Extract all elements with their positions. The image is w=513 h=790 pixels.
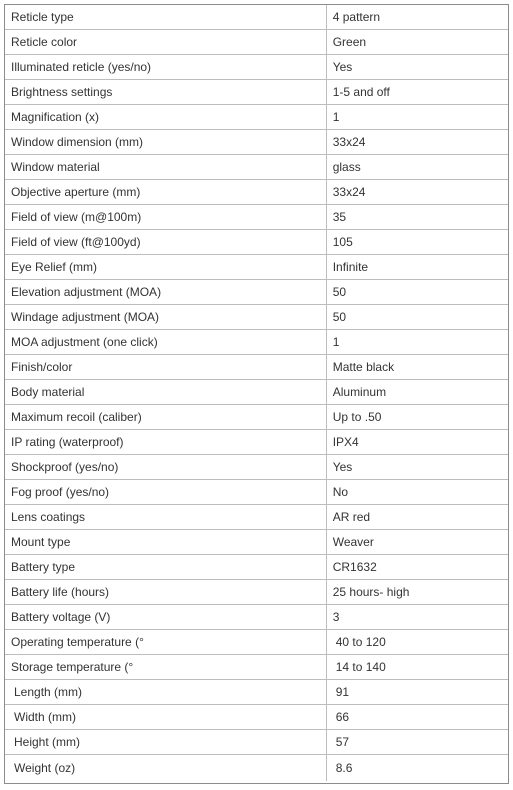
- row-value: Weaver: [332, 535, 374, 549]
- table-row: [5, 305, 508, 330]
- row-label: Length (mm): [5, 680, 327, 704]
- table-row: [5, 355, 508, 380]
- row-label: Objective aperture (mm): [5, 180, 327, 204]
- table-row: [5, 705, 508, 730]
- row-value: AR red: [332, 510, 371, 524]
- table-row: [5, 205, 508, 230]
- table-row: [5, 555, 508, 580]
- row-label: Battery life (hours): [5, 580, 327, 604]
- row-value: Yes: [332, 460, 353, 474]
- row-label: Body material: [5, 380, 327, 404]
- row-label: Fog proof (yes/no): [5, 480, 327, 504]
- table-row: [5, 5, 508, 30]
- table-row: [5, 80, 508, 105]
- row-label: Width (mm): [5, 705, 327, 729]
- table-row: [5, 155, 508, 180]
- row-label: Battery voltage (V): [5, 605, 327, 629]
- row-value: 4 pattern: [332, 10, 381, 24]
- row-label: Maximum recoil (caliber): [5, 405, 327, 429]
- table-row: [5, 530, 508, 555]
- row-value: No: [332, 485, 349, 499]
- row-label: Magnification (x): [5, 105, 327, 129]
- table-row: [5, 680, 508, 705]
- row-value: 50: [332, 285, 347, 299]
- row-value: 91: [335, 685, 350, 699]
- table-row: [5, 630, 508, 655]
- table-row: [5, 180, 508, 205]
- row-label: Shockproof (yes/no): [5, 455, 327, 479]
- row-value: 1-5 and off: [332, 85, 390, 99]
- row-label: Height (mm): [5, 730, 327, 754]
- row-label: Window dimension (mm): [5, 130, 327, 154]
- table-row: [5, 105, 508, 130]
- row-value: Aluminum: [332, 385, 387, 399]
- row-value: 3: [332, 610, 340, 624]
- row-label: Windage adjustment (MOA): [5, 305, 327, 329]
- row-value: IPX4: [332, 435, 359, 449]
- row-value: 14 to 140: [335, 660, 386, 674]
- table-row: [5, 580, 508, 605]
- row-label: Illuminated reticle (yes/no): [5, 55, 327, 79]
- spec-table: [4, 4, 509, 784]
- table-row: [5, 330, 508, 355]
- row-label: Eye Relief (mm): [5, 255, 327, 279]
- row-value: 33x24: [332, 185, 366, 199]
- row-value: CR1632: [332, 560, 377, 574]
- row-value: 105: [332, 235, 353, 249]
- row-label: MOA adjustment (one click): [5, 330, 327, 354]
- row-label: Elevation adjustment (MOA): [5, 280, 327, 304]
- row-value: 8.6: [335, 761, 353, 775]
- row-value: 35: [332, 210, 347, 224]
- table-row: [5, 430, 508, 455]
- row-value: Yes: [332, 60, 353, 74]
- row-value: 33x24: [332, 135, 366, 149]
- row-label: Finish/color: [5, 355, 327, 379]
- table-row: [5, 730, 508, 755]
- row-value: Matte black: [332, 360, 395, 374]
- row-label: Mount type: [5, 530, 327, 554]
- row-label: Weight (oz): [5, 755, 327, 781]
- row-label: Battery type: [5, 555, 327, 579]
- table-row: [5, 380, 508, 405]
- row-label: Operating temperature (°: [5, 630, 327, 654]
- table-row: [5, 230, 508, 255]
- row-value: 40 to 120: [335, 635, 386, 649]
- row-value: glass: [332, 160, 361, 174]
- row-value: 57: [335, 735, 350, 749]
- table-row: [5, 655, 508, 680]
- row-value: 1: [332, 335, 340, 349]
- table-row: [5, 55, 508, 80]
- table-row: [5, 30, 508, 55]
- table-row: [5, 480, 508, 505]
- row-label: Brightness settings: [5, 80, 327, 104]
- row-label: IP rating (waterproof): [5, 430, 327, 454]
- row-label: Reticle type: [5, 5, 327, 29]
- row-label: Lens coatings: [5, 505, 327, 529]
- table-row: [5, 505, 508, 530]
- table-row: [5, 405, 508, 430]
- row-value: 50: [332, 310, 347, 324]
- row-label: Field of view (m@100m): [5, 205, 327, 229]
- table-row: [5, 455, 508, 480]
- row-value: Infinite: [332, 260, 369, 274]
- row-label: Field of view (ft@100yd): [5, 230, 327, 254]
- row-value: Green: [332, 35, 367, 49]
- row-label: Storage temperature (°: [5, 655, 327, 679]
- table-row: [5, 130, 508, 155]
- row-value: 25 hours- high: [332, 585, 410, 599]
- row-label: Window material: [5, 155, 327, 179]
- table-row: [5, 255, 508, 280]
- table-row: [5, 755, 508, 781]
- row-value: 1: [332, 110, 340, 124]
- row-label: Reticle color: [5, 30, 327, 54]
- table-row: [5, 280, 508, 305]
- table-row: [5, 605, 508, 630]
- row-value: 66: [335, 710, 350, 724]
- row-value: Up to .50: [332, 410, 382, 424]
